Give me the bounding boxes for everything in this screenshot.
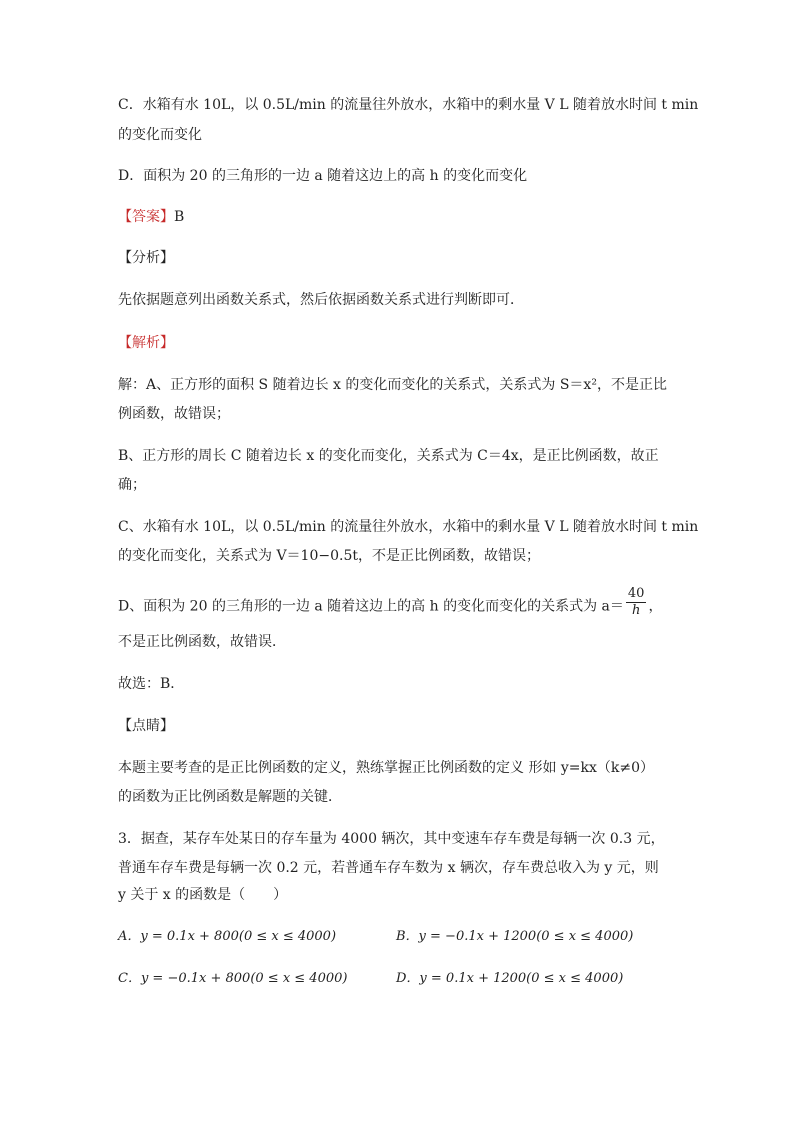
solution-b-line2: 确；	[118, 477, 146, 493]
option-c-line1: C．水箱有水 10L，以 0.5L/min 的流量往外放水，水箱中的剩水量 V L 随着放水时间 t min	[118, 97, 699, 113]
fraction-numerator: 40	[627, 586, 645, 601]
question3-option-b: B．y = −0.1x + 1200(0 ≤ x ≤ 4000)	[396, 929, 634, 944]
question3-option-d: D．y = 0.1x + 1200(0 ≤ x ≤ 4000)	[396, 971, 624, 986]
fraction-denominator: h	[631, 603, 641, 618]
solution-label: 【解析】	[118, 335, 174, 351]
answer-label: 【答案】	[118, 209, 174, 225]
question3-line1: 3．据查，某存车处某日的存车量为 4000 辆次，其中变速车存车费是每辆一次 0.3 元，	[118, 831, 665, 847]
question3-line2: 普通车存车费是每辆一次 0.2 元，若普通车存车数为 x 辆次，存车费总收入为 y 元，则	[118, 860, 659, 876]
solution-d-line2: 不是正比例函数，故错误．	[118, 634, 286, 650]
question3-line3: y 关于 x 的函数是（ ）	[118, 887, 288, 903]
option-c-line2: 的变化而变化	[118, 127, 202, 143]
solution-c-line1: C、水箱有水 10L，以 0.5L/min 的流量往外放水，水箱中的剩水量 V L 随着放水时间 t min	[118, 519, 699, 535]
comment-line1: 本题主要考查的是正比例函数的定义，熟练掌握正比例函数的定义 形如 y=kx（k≠0）	[118, 760, 655, 776]
solution-a-line2: 例函数，故错误；	[118, 406, 230, 422]
solution-b-line1: B、正方形的周长 C 随着边长 x 的变化而变化，关系式为 C＝4x，是正比例函数，故正	[118, 448, 659, 464]
solution-d-line1	[118, 586, 663, 623]
question3-option-c: C．y = −0.1x + 800(0 ≤ x ≤ 4000)	[118, 971, 348, 986]
solution-d-tail: ，	[648, 598, 663, 615]
choose-text: 故选：B．	[118, 676, 185, 692]
solution-d-text: D、面积为 20 的三角形的一边 a 随着这边上的高 h 的变化而变化的关系式为 a＝	[118, 598, 624, 615]
answer-value: B	[174, 209, 185, 225]
solution-a-line1: 解：A、正方形的面积 S 随着边长 x 的变化而变化的关系式，关系式为 S＝x²，不是正比	[118, 377, 667, 393]
comment-line2: 的函数为正比例函数是解题的关键．	[118, 789, 342, 805]
fraction-40-over-h	[626, 586, 647, 619]
comment-label: 【点睛】	[118, 718, 174, 734]
analysis-label: 【分析】	[118, 250, 174, 266]
option-d: D．面积为 20 的三角形的一边 a 随着这边上的高 h 的变化而变化	[118, 168, 528, 184]
solution-c-line2: 的变化而变化，关系式为 V＝10−0.5t，不是正比例函数，故错误；	[118, 548, 540, 564]
question3-option-a: A．y = 0.1x + 800(0 ≤ x ≤ 4000)	[118, 929, 337, 944]
answer-row	[118, 207, 184, 227]
analysis-text: 先依据题意列出函数关系式，然后依据函数关系式进行判断即可．	[118, 292, 524, 308]
